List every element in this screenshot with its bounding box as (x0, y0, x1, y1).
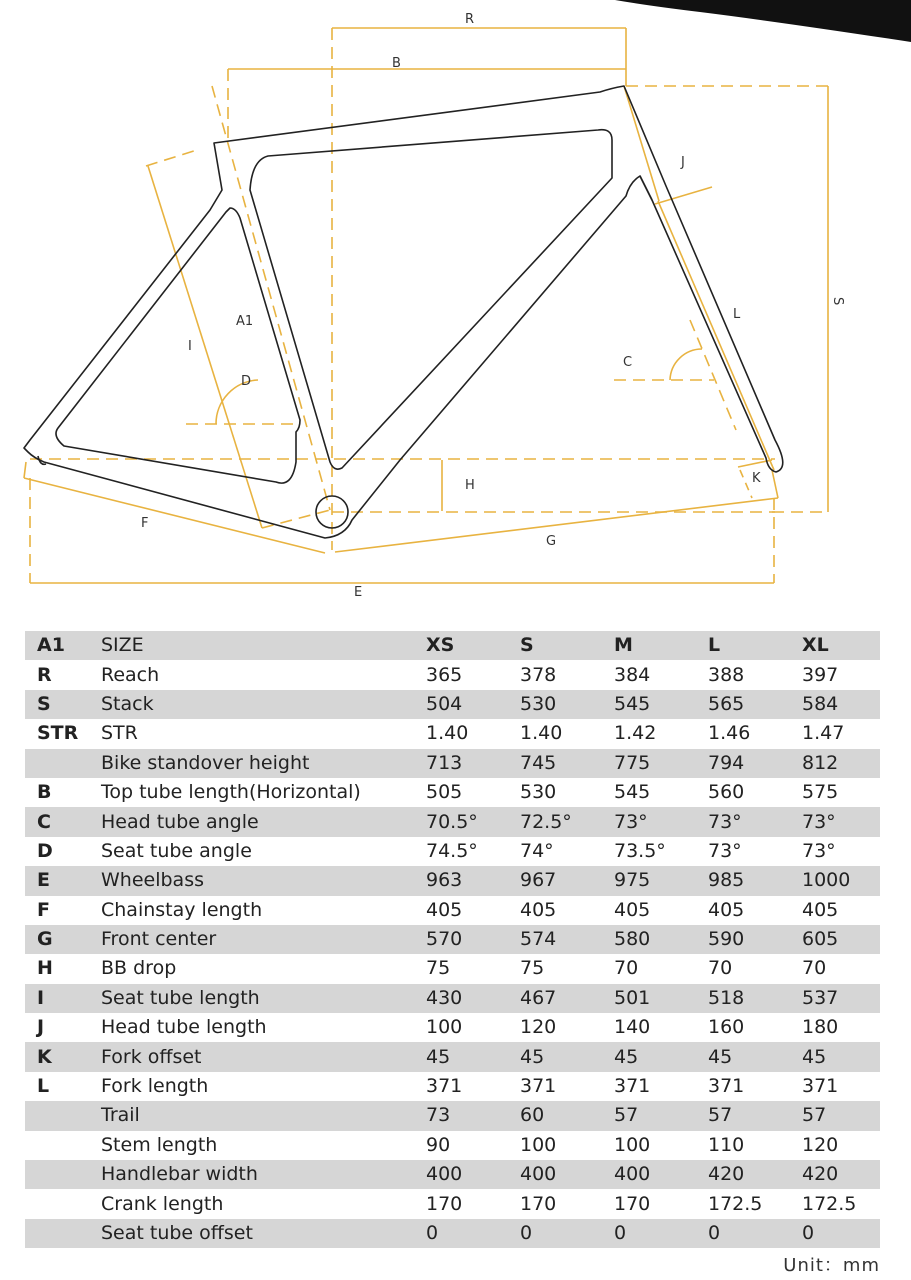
table-row (25, 866, 880, 895)
fork-inner-edge (640, 176, 652, 200)
table-row (25, 954, 880, 983)
row-value: 405 (794, 896, 880, 925)
row-value: 120 (794, 1131, 880, 1160)
label-B: B (392, 56, 401, 71)
row-value: 775 (606, 749, 700, 778)
table-row (25, 749, 880, 778)
row-value: 530 (512, 690, 606, 719)
row-value: 70.5° (418, 807, 512, 836)
row-value: 73° (794, 837, 880, 866)
row-value: 90 (418, 1131, 512, 1160)
row-value: 420 (700, 1160, 794, 1189)
row-value: 180 (794, 1013, 880, 1042)
row-value: 73 (418, 1101, 512, 1130)
row-label: Bike standover height (93, 749, 418, 778)
row-value: 1000 (794, 866, 880, 895)
row-value: 0 (606, 1219, 700, 1248)
row-value: 57 (794, 1101, 880, 1130)
row-value: 1.40 (512, 719, 606, 748)
dim-stack (626, 86, 828, 512)
row-value: 397 (794, 660, 880, 689)
row-value: 45 (794, 1042, 880, 1071)
row-value: 57 (700, 1101, 794, 1130)
label-C: C (623, 355, 633, 370)
row-value: 504 (418, 690, 512, 719)
row-value: 110 (700, 1131, 794, 1160)
row-value: 170 (512, 1189, 606, 1218)
label-H: H (465, 478, 475, 493)
row-value: 388 (700, 660, 794, 689)
row-value: 100 (418, 1013, 512, 1042)
table-header-row (25, 631, 880, 660)
row-value: 73.5° (606, 837, 700, 866)
row-key: F (25, 896, 93, 925)
row-value: 967 (512, 866, 606, 895)
corner-shade (615, 0, 911, 42)
row-key: C (25, 807, 93, 836)
row-value: 75 (512, 954, 606, 983)
dim-head-tube (624, 86, 712, 204)
header-size: S (512, 631, 606, 660)
row-value: 430 (418, 984, 512, 1013)
row-value: 575 (794, 778, 880, 807)
row-value: 505 (418, 778, 512, 807)
row-value: 574 (512, 925, 606, 954)
row-value: 378 (512, 660, 606, 689)
row-value: 371 (700, 1072, 794, 1101)
row-value: 501 (606, 984, 700, 1013)
row-value: 57 (606, 1101, 700, 1130)
row-value: 160 (700, 1013, 794, 1042)
row-key: J (25, 1013, 93, 1042)
row-value: 518 (700, 984, 794, 1013)
label-S: S (830, 297, 845, 306)
row-value: 0 (794, 1219, 880, 1248)
row-value: 400 (606, 1160, 700, 1189)
row-label: Trail (93, 1101, 418, 1130)
label-D: D (241, 374, 252, 389)
row-key: G (25, 925, 93, 954)
label-I: I (188, 339, 192, 354)
row-value: 605 (794, 925, 880, 954)
row-value: 1.40 (418, 719, 512, 748)
row-key: L (25, 1072, 93, 1101)
row-value: 545 (606, 778, 700, 807)
row-value: 405 (606, 896, 700, 925)
table-row (25, 925, 880, 954)
row-key: K (25, 1042, 93, 1071)
row-value: 584 (794, 690, 880, 719)
row-value: 74.5° (418, 837, 512, 866)
row-value: 400 (418, 1160, 512, 1189)
row-value: 975 (606, 866, 700, 895)
row-key (25, 1160, 93, 1189)
table-row (25, 896, 880, 925)
row-value: 73° (606, 807, 700, 836)
dim-chainstay (24, 462, 325, 553)
row-value: 172.5 (794, 1189, 880, 1218)
label-E: E (354, 585, 363, 600)
row-value: 467 (512, 984, 606, 1013)
row-label: STR (93, 719, 418, 748)
label-J: J (681, 155, 685, 170)
row-value: 0 (418, 1219, 512, 1248)
row-key: STR (25, 719, 93, 748)
table-row (25, 807, 880, 836)
row-value: 140 (606, 1013, 700, 1042)
row-key: S (25, 690, 93, 719)
row-value: 580 (606, 925, 700, 954)
row-key (25, 1131, 93, 1160)
row-value: 70 (606, 954, 700, 983)
frame-geometry-diagram (0, 0, 911, 610)
row-value: 72.5° (512, 807, 606, 836)
row-value: 371 (606, 1072, 700, 1101)
row-value: 745 (512, 749, 606, 778)
row-label: Front center (93, 925, 418, 954)
row-value: 530 (512, 778, 606, 807)
table-row (25, 1189, 880, 1218)
dim-front-center (335, 498, 778, 552)
frame-outer-outline (24, 86, 783, 538)
row-key: E (25, 866, 93, 895)
table-row (25, 778, 880, 807)
row-label: Head tube angle (93, 807, 418, 836)
row-label: Handlebar width (93, 1160, 418, 1189)
row-label: BB drop (93, 954, 418, 983)
row-value: 45 (700, 1042, 794, 1071)
row-value: 45 (418, 1042, 512, 1071)
row-key: H (25, 954, 93, 983)
row-key: I (25, 984, 93, 1013)
row-key (25, 1101, 93, 1130)
label-F: F (141, 516, 149, 531)
row-value: 812 (794, 749, 880, 778)
label-G: G (546, 534, 557, 549)
dim-seat-tube-length (146, 150, 330, 528)
table-row (25, 1101, 880, 1130)
row-label: Stem length (93, 1131, 418, 1160)
row-value: 963 (418, 866, 512, 895)
row-value: 570 (418, 925, 512, 954)
table-row (25, 1072, 880, 1101)
table-row (25, 1160, 880, 1189)
table-row (25, 719, 880, 748)
row-value: 384 (606, 660, 700, 689)
row-value: 405 (700, 896, 794, 925)
row-value: 75 (418, 954, 512, 983)
dropout (38, 456, 46, 464)
row-value: 405 (418, 896, 512, 925)
dim-reach (332, 28, 626, 550)
row-value: 100 (512, 1131, 606, 1160)
row-key (25, 1189, 93, 1218)
row-value: 0 (700, 1219, 794, 1248)
label-L: L (733, 307, 741, 322)
row-value: 73° (700, 807, 794, 836)
dim-head-angle (614, 320, 736, 430)
row-value: 985 (700, 866, 794, 895)
row-value: 400 (512, 1160, 606, 1189)
row-key (25, 1219, 93, 1248)
row-value: 365 (418, 660, 512, 689)
row-value: 70 (700, 954, 794, 983)
row-value: 45 (512, 1042, 606, 1071)
dim-top-tube (228, 69, 626, 140)
row-value: 371 (418, 1072, 512, 1101)
frame-rear-triangle-inner (56, 208, 300, 483)
row-value: 60 (512, 1101, 606, 1130)
row-value: 420 (794, 1160, 880, 1189)
table-row (25, 984, 880, 1013)
row-value: 405 (512, 896, 606, 925)
label-K: K (752, 471, 761, 486)
row-label: Seat tube angle (93, 837, 418, 866)
row-key: R (25, 660, 93, 689)
row-label: Reach (93, 660, 418, 689)
row-value: 170 (606, 1189, 700, 1218)
row-value: 371 (794, 1072, 880, 1101)
row-value: 590 (700, 925, 794, 954)
row-value: 120 (512, 1013, 606, 1042)
dim-bb-drop (30, 459, 775, 512)
geometry-table (25, 631, 880, 1248)
row-value: 45 (606, 1042, 700, 1071)
label-R: R (465, 12, 475, 27)
header-size: L (700, 631, 794, 660)
row-value: 100 (606, 1131, 700, 1160)
row-value: 545 (606, 690, 700, 719)
table-row (25, 837, 880, 866)
row-value: 560 (700, 778, 794, 807)
row-label: Seat tube offset (93, 1219, 418, 1248)
label-A1: A1 (236, 314, 254, 329)
dim-fork-length (658, 201, 774, 470)
table-row (25, 1131, 880, 1160)
row-label: Top tube length(Horizontal) (93, 778, 418, 807)
row-value: 1.46 (700, 719, 794, 748)
row-value: 371 (512, 1072, 606, 1101)
row-label: Chainstay length (93, 896, 418, 925)
row-key (25, 749, 93, 778)
table-row (25, 1219, 880, 1248)
header-size: M (606, 631, 700, 660)
table-row (25, 690, 880, 719)
row-label: Crank length (93, 1189, 418, 1218)
header-size: XL (794, 631, 880, 660)
row-key: B (25, 778, 93, 807)
row-label: Stack (93, 690, 418, 719)
row-label: Head tube length (93, 1013, 418, 1042)
table-row (25, 1042, 880, 1071)
row-label: Fork offset (93, 1042, 418, 1071)
row-label: Seat tube length (93, 984, 418, 1013)
row-value: 537 (794, 984, 880, 1013)
row-value: 170 (418, 1189, 512, 1218)
row-label: Fork length (93, 1072, 418, 1101)
geometry-table-body (25, 631, 880, 1248)
row-label: Wheelbass (93, 866, 418, 895)
header-key: A1 (25, 631, 93, 660)
row-value: 70 (794, 954, 880, 983)
row-value: 172.5 (700, 1189, 794, 1218)
header-size: XS (418, 631, 512, 660)
row-value: 1.47 (794, 719, 880, 748)
row-value: 794 (700, 749, 794, 778)
row-value: 74° (512, 837, 606, 866)
table-row (25, 660, 880, 689)
header-label: SIZE (93, 631, 418, 660)
row-value: 713 (418, 749, 512, 778)
table-row (25, 1013, 880, 1042)
row-value: 73° (794, 807, 880, 836)
row-value: 1.42 (606, 719, 700, 748)
row-value: 0 (512, 1219, 606, 1248)
row-value: 565 (700, 690, 794, 719)
row-key: D (25, 837, 93, 866)
dim-seat-angle (186, 86, 330, 510)
row-value: 73° (700, 837, 794, 866)
unit-note: Unit：mm (783, 1255, 880, 1276)
